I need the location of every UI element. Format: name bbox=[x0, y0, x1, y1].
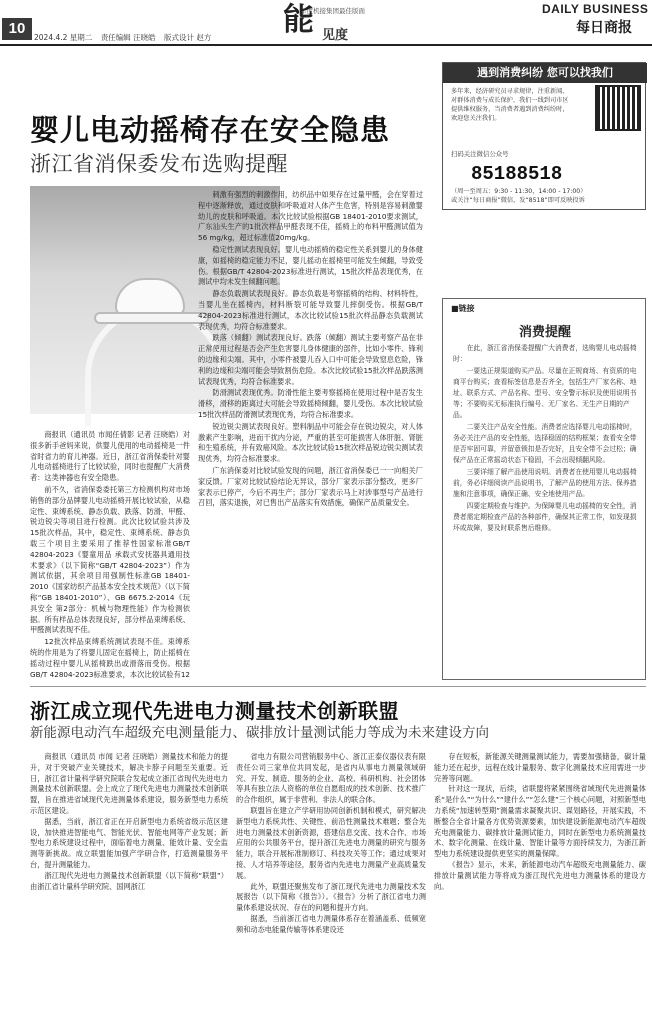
issue-date: 2024.4.2 星期二 bbox=[34, 33, 93, 42]
article2-column-3 bbox=[434, 752, 646, 1020]
paragraph: 此外，联盟还聚焦发布了浙江现代先进电力测量技术发展报告（以下简称《报告》）。《报告》分析了浙江省电力测量体系建设状况、存在的问题和提升方向。 bbox=[236, 881, 426, 913]
brand-cn: 每日商报 bbox=[576, 20, 632, 36]
sidebar-paragraph: 一要选正规渠道购买产品。尽量在正规商场、有资质的电商平台购买；查看标签信息是否齐全，包括生产厂家名称、地址、联系方式、产品名称、型号、安全警示标识及使用说明书等；不要购买无标准执行编号、无厂家名、无生产日期的产品。 bbox=[453, 367, 637, 419]
sidebar-paragraph: 三要详细了解产品使用说明。消费者在使用婴儿电动摇椅前，务必详细阅读产品说明书，了解产品的使用方法、保养措施和注意事项，确保正确、安全地使用产品。 bbox=[453, 468, 637, 498]
hotline-number: 85188518 bbox=[471, 163, 563, 185]
paragraph: 商报讯（通讯员 市闻任倩影 记者 汪晓皓）对很多新手爸妈来说，供婴儿使用的电动摇椅是一件省时省力的育儿神器。近日，浙江省消保委针对婴儿电动摇椅进行了比较试验，同时也提醒广大消费者：这类神器也有安全隐患。 bbox=[30, 430, 190, 483]
sidebar-tag: ■链接 bbox=[451, 304, 475, 313]
section-name: 见度 bbox=[322, 28, 349, 43]
article2-subhead: 新能源电动汽车超级充电测量能力、碳排放计量测试能力等成为未来建设方向 bbox=[30, 725, 489, 741]
section-divider bbox=[30, 686, 646, 687]
section-char: 能 bbox=[283, 2, 314, 38]
article1-subhead: 浙江省消保委发布选购提醒 bbox=[30, 152, 288, 176]
paragraph: 静态负载测试表现良好。静态负载是考察摇椅的结构、材料特性，当婴儿坐在摇椅内，材料断裂可能导致婴儿摔倒受伤。根据GB/T 42804-2023标准进行测试，本次比较试验15批次样品静态负载测试表现优秀，均符合标准要求。 bbox=[198, 289, 423, 331]
paragraph: 防滑测试表现优秀。防滑性能主要考察摇椅在使用过程中是否发生滑移，滑移的距离过大可能会导致摇椅倾翻，婴儿受伤。本次比较试验15批次样品防滑测试表现优秀，均符合标准要求。 bbox=[198, 388, 423, 419]
paragraph: 广东消保委对比较试验发现的问题，浙江省消保委已一一向相关厂家反馈。厂家对比较试验结论无异议，部分厂家表示部分整改，更多厂家表示已停产，今后不再生产；部分厂家表示马上对涉事型号产品进行召回，落实退换，对已售出产品落实有效措施，确保产品质量安全。 bbox=[198, 465, 423, 508]
paragraph: 刺激有强烈的刺激作用，纺织品中如果存在过量甲醛，会在穿着过程中逐渐释放，通过皮肤和呼吸道对人体产生危害，特别是容易刺激婴幼儿的皮肤和呼吸道。本次比较试验根据GB 18401-2010要求测试，广东汕头生产的1批次样品甲醛表现不佳，摇椅上的布料甲醛测试值为56 mg/kg，超过标准值20mg/kg。 bbox=[198, 190, 423, 243]
paragraph: 12批次样品束缚系统测试表现不佳。束缚系统的作用是为了将婴儿固定在摇椅上，防止摇椅在摇动过程中婴儿从摇椅跌出或滑落而受伤。根据GB/T 42804-2023标准要求，本次比较试验有12 bbox=[30, 637, 190, 679]
paragraph: 稳定性测试表现良好。婴儿电动摇椅的稳定性关系到婴儿的身体健康，如摇椅的稳定能力不足，婴儿摇动在摇椅里可能发生倾翻，导致受伤。根据GB/T 42804-2023标准进行测试，15批次样品表现优秀，在测试中均未发生倾翻问题。 bbox=[198, 244, 423, 287]
hotline-hours: （周一至周五：9:30 - 11:30，14:00 - 17:00） bbox=[451, 188, 587, 195]
sidebar-title: 消费提醒 bbox=[518, 325, 571, 340]
article1-column-1 bbox=[30, 430, 190, 680]
rocker-tray bbox=[94, 312, 209, 324]
page-number: 10 bbox=[2, 18, 32, 40]
article1-column-2 bbox=[198, 190, 423, 680]
article2-column-1 bbox=[30, 752, 228, 1020]
paragraph: 锐边锐尖测试表现良好。塑料制品中可能会存在锐边锐尖，对人体激素产生影响，进而干扰内分泌，严重的甚至可能损害人体肝脏、肾脏和生殖系统，并有致癌风险。本次比较试验15批次样品锐边锐尖测试表现优秀，均符合标准要求。 bbox=[198, 421, 423, 464]
top-slogan: 年度机接集团最佳版面 bbox=[300, 7, 365, 15]
header-info bbox=[34, 32, 217, 43]
hotline-box bbox=[442, 62, 646, 210]
qr-code-icon bbox=[595, 85, 641, 131]
sidebar-paragraph: 四要定期检查与维护。为保障婴儿电动摇椅的安全性，消费者需定期检查产品的各种部件，确保其正常工作，如发现损坏或故障，要及时联系售后维修。 bbox=[453, 502, 637, 532]
article2-headline: 浙江成立现代先进电力测量技术创新联盟 bbox=[30, 699, 399, 723]
paragraph: 跌落（倾翻）测试表现良好。跌落（倾翻）测试主要考察产品在非正常使用过程是否会产生危害婴儿身体健康的部件，比如小零件、锋利的边缘和尖端。其中，小零件被婴儿吞入口中可能会导致窒息危险，锋利的边缘和尖端可能会导致割伤危险。本次比较试验15批次样品跌落测试表现优秀，均符合标准要求。 bbox=[198, 333, 423, 386]
sidebar-body bbox=[453, 343, 637, 535]
paragraph: 据悉，当前浙江省电力测量体系存在着涵盖系、低频宽频和动态电能量传输等体系建设还 bbox=[236, 913, 426, 934]
paragraph: 针对这一现状，后续，省联盟将紧紧围绕省域现代先进测量体系“是什么”“为什么”“建什么”“怎么建”三个核心问题，对照新型电力系统“加速转型期”测量需求凝聚共识、谋划路径，开展实践，不断整合全省计量各方优势资源要素，加快建设新能源电动汽车超级充电测量能力、碳排放计量测试能力，同时在新型电力系统测量技术、数字化测量、在线计量、智能计量等方面持续发力，为浙江新型电力系统建设提供更坚实的测量保障。 bbox=[434, 784, 646, 859]
paragraph: 存在短板，新能源关键测量测试能力，需要加强储备，碳计量能力还在起步，远程在线计量服务、数字化测量技术应用需进一步完善等问题。 bbox=[434, 752, 646, 783]
paragraph: 省电力有限公司营销服务中心、浙江正泰仪器仪表有限责任公司三家单位共同发起，是省内从事电力测量领域研究、开发、制造、服务的企业、高校、科研机构、社会团体等具有独立法人资格的单位自愿组成的技术创新、技术推广的合作组织，属于非营利、非法人的联合体。 bbox=[236, 752, 426, 805]
paragraph: 浙江现代先进电力测量技术创新联盟（以下简称“联盟”）由浙江省计量科学研究院、国网浙江 bbox=[30, 870, 228, 891]
article2-column-2 bbox=[236, 752, 426, 1020]
sidebar-tips bbox=[442, 298, 646, 680]
sidebar-paragraph: 二要关注产品安全性能。消费者应选择婴儿电动摇椅时，务必关注产品的安全性能，选择稳固的结构框架；查看安全带是否牢固可靠，并留意锁扣是否完好，且安全带不会过松；确保产品在正常摇动状态下稳固，不会出现倾翻风险。 bbox=[453, 423, 637, 464]
paragraph: 《报告》显示，未来，新能源电动汽车超级充电测量能力、碳排放计量测试能力等将成为浙江现代先进电力测量体系的建设方向。 bbox=[434, 859, 646, 891]
hotline-title: 遇到消费纠纷 您可以找我们 bbox=[443, 63, 647, 83]
hotline-note: 或关注“每日商报”微信，发“8518”即可反映投诉 bbox=[451, 197, 585, 204]
article1-headline: 婴儿电动摇椅存在安全隐患 bbox=[30, 113, 391, 147]
hotline-body: 多年来，经济研究员寻求规律，注重新闻、对群体消费与成长保护、我们一线到司市区提供维权服务，当消费者遇到消费纠纷时，欢迎您关注我们。 bbox=[451, 88, 569, 122]
paragraph: 商报讯（通讯员 市闻 记者 汪晓皓）测量技术和能力的提升，对于突破产业关键技术，解决卡脖子问题至关重要。近日，浙江省计量科学研究院联合发起成立浙江省现代先进电力测量技术创新联盟。会上成立了现代先进电力测量技术创新联盟，旨在推进省域现代先进测量体系建设，服务新型电力系统示范区建设。 bbox=[30, 752, 228, 815]
editor-credit: 责任编辑 汪晓皓 bbox=[100, 33, 156, 42]
paragraph: 前不久，省消保委委托第三方检测机构对市场销售的部分品牌婴儿电动摇椅开展比较试验，从稳定性、束缚系统、静态负载、跌落、防滑、甲醛、锐边锐尖等项目进行检测。此次比较试验共涉及15批次样品，其中，稳定性、束缚系统、静态负载三个项目主要采用了推荐性国家标准GB/T 42804-2023《婴童用品 承载式安抚器具通用技术要求》（以下简称“GB/T 42804-2023”）作为测试依据，其余项目用强制性标准GB 18401-2010《国家纺织产品基本安全技术规范》（以下简称“GB 18401-2010”）、GB 6675.2-2014《玩具安全 第2部分：机械与物理性能》作为检测依据。所有样品总体表现良好，部分样品束缚系统、甲醛测试表现不佳。 bbox=[30, 484, 190, 635]
header-rule bbox=[0, 44, 652, 46]
designer-credit: 版式设计 赵方 bbox=[163, 33, 212, 42]
sidebar-paragraph: 在此，浙江省消保委提醒广大消费者，选购婴儿电动摇椅时： bbox=[453, 344, 637, 363]
paragraph: 据悉，当前，浙江省正在开启新型电力系统省级示范区建设，加快推进智能电气、智能光伏、智能电网等产业发展；新型电力系统建设过程中，面临着电力测量、能效计量、安全监测等新挑战。成立联盟能加强产学研合作，打造测量服务平台，提升测量能力。 bbox=[30, 816, 228, 869]
brand-en: DAILY BUSINESS bbox=[542, 2, 649, 16]
paragraph: 联盟旨在建立产学研用协同创新机制和模式，研究解决新型电力系统共性、关键性、前沿性测量技术难题；整合先进电力测量技术创新资源，搭建信息交流、技术合作、市场应用的公共服务平台，提升浙江先进电力测量的研究与服务能力，联合开展标准制修订、科技攻关等工作；通过成果对接、人才培养等途径，服务省内先进电力测量产业高质量发展。 bbox=[236, 805, 426, 880]
rocker-seat bbox=[115, 278, 185, 316]
hotline-time bbox=[451, 187, 641, 205]
hotline-qr-label: 扫码关注微信公众号 bbox=[451, 150, 509, 158]
